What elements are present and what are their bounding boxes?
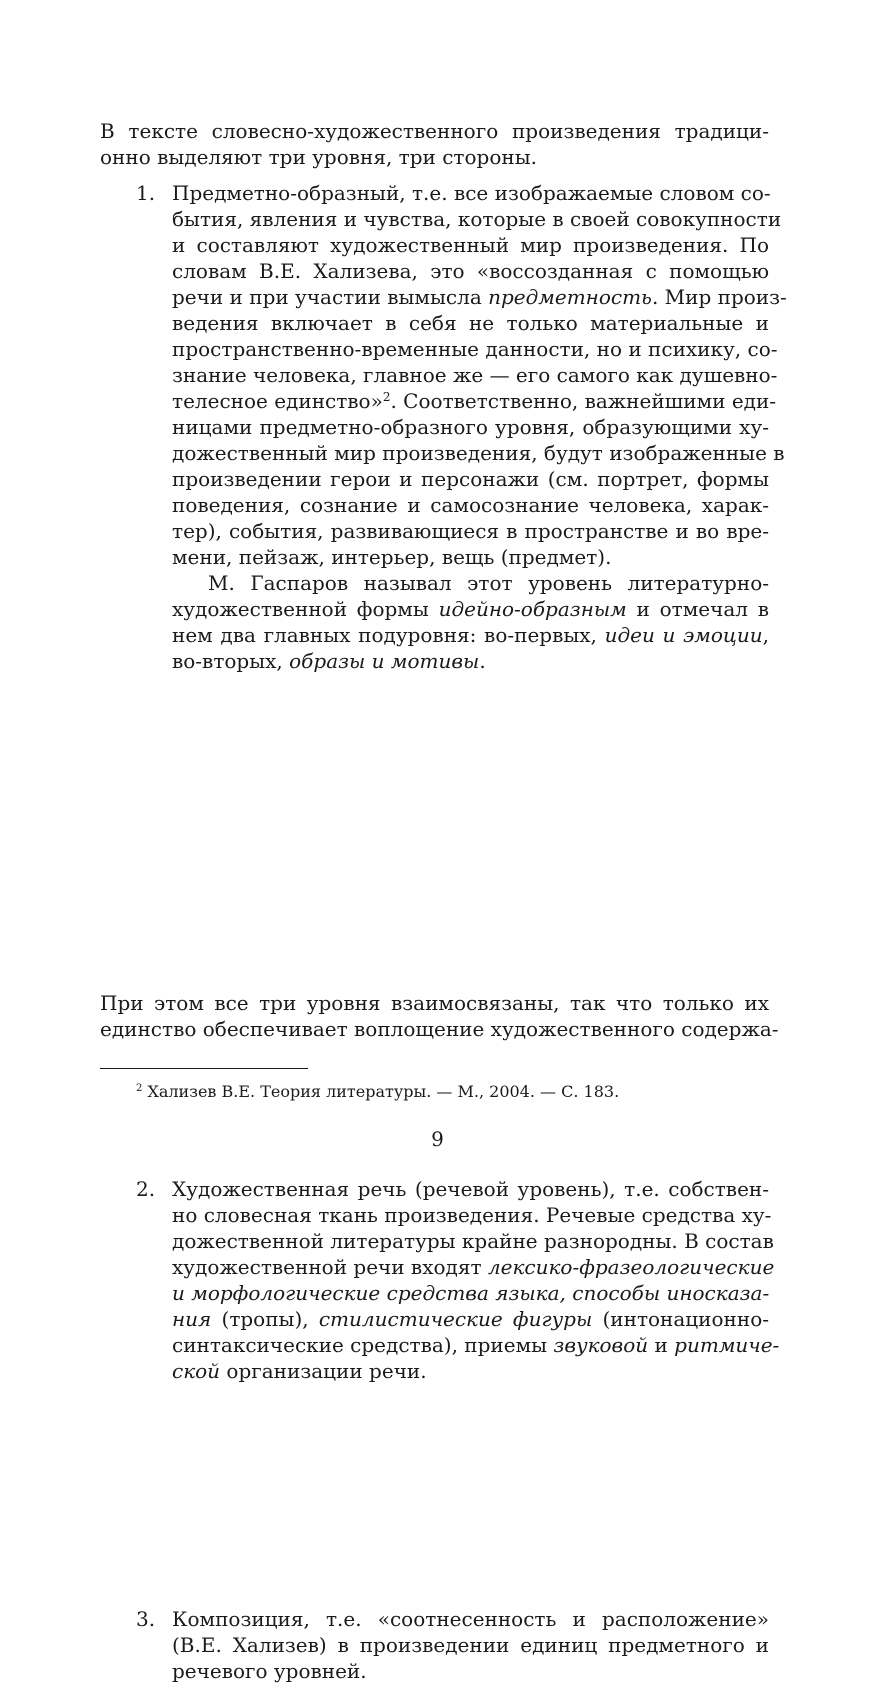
text-line: дожественной литературы крайне разнородны. В состав (172, 1229, 774, 1253)
list-item-number: 1. (136, 181, 156, 205)
text-line: знание человека, главное же — его самого как душевно- (172, 363, 778, 387)
text-run: (интонационно- (592, 1307, 769, 1331)
list-item-number: 2. (136, 1177, 156, 1201)
list-item-1 (100, 180, 787, 674)
text-line: Композиция, т.е. «соотнесенность и расположение» (172, 1607, 769, 1631)
text-line: и составляют художественный мир произведения. По (172, 233, 769, 257)
text-line: поведения, сознание и самосознание человека, харак- (172, 493, 769, 517)
text-line: бытия, явления и чувства, которые в своей совокупности (172, 207, 782, 231)
italic-term: идеи и эмоции (604, 623, 763, 647)
text-line: произведении герои и персонажи (см. портрет, формы (172, 467, 769, 491)
italic-term: ритмиче- (674, 1333, 780, 1357)
footnote (136, 1081, 619, 1103)
text-run: во-вторых, (172, 649, 290, 673)
italic-term: звуковой (553, 1333, 649, 1357)
text-line: ведения включает в себя не только материальные и (172, 311, 769, 335)
closing-paragraph (100, 990, 779, 1042)
list-item-body (172, 1176, 780, 1384)
italic-term: ской (172, 1359, 221, 1383)
text-line: При этом все три уровня взаимосвязаны, так что только их (100, 991, 769, 1015)
text-line: речевого уровней. (172, 1659, 367, 1683)
text-run: и отмечал в (626, 597, 770, 621)
text-line (172, 1306, 769, 1332)
footnote-mark: 2 (136, 1083, 143, 1094)
list-item-body (172, 1606, 769, 1684)
list-item-number: 3. (136, 1607, 156, 1631)
text-line (172, 1254, 775, 1280)
list-item-2 (100, 1176, 780, 1384)
text-run: нем два главных подуровня: во-первых, (172, 623, 605, 647)
list-item-body (172, 180, 787, 674)
page-number: 9 (431, 1127, 444, 1151)
text-line: словам В.Е. Хализева, это «воссозданная с помощью (172, 259, 769, 283)
text-run: (тропы), (211, 1307, 319, 1331)
text-line: дожественный мир произведения, будут изображенные в (172, 441, 785, 465)
text-line: единство обеспечивает воплощение художественного содержа- (100, 1017, 779, 1041)
text-line (172, 648, 769, 674)
text-line (172, 1358, 769, 1384)
text-line (172, 388, 777, 414)
text-line: М. Гаспаров называл этот уровень литературно- (208, 571, 769, 595)
footnote-divider (100, 1068, 308, 1069)
footnote-ref: 2 (382, 390, 391, 404)
text-line: но словесная ткань произведения. Речевые средства ху- (172, 1203, 772, 1227)
footnote-text: Хализев В.Е. Теория литературы. — М., 2004. — С. 183. (142, 1082, 620, 1101)
text-line (172, 284, 787, 310)
text-line: Предметно-образный, т.е. все изображаемые словом со- (172, 181, 771, 205)
italic-term: предметность (488, 285, 652, 309)
text-line: В тексте словесно-художественного произведения традици- (100, 119, 769, 143)
italic-term: стилистические фигуры (318, 1307, 593, 1331)
italic-term: лексико-фразеологические (487, 1255, 775, 1279)
text-run: синтаксические средства), приемы (172, 1333, 554, 1357)
text-line (172, 622, 769, 648)
intro-paragraph (100, 118, 769, 170)
text-run: художественной речи входят (172, 1255, 488, 1279)
italic-term: ния (172, 1307, 212, 1331)
text-run: . Мир произ- (651, 285, 787, 309)
text-run: и (648, 1333, 675, 1357)
text-line: тер), события, развивающиеся в пространстве и во вре- (172, 519, 769, 543)
text-run: . (479, 649, 486, 673)
italic-term: идейно-образным (438, 597, 627, 621)
text-line: пространственно-временные данности, но и психику, со- (172, 337, 778, 361)
text-run: . Соответственно, важнейшими еди- (390, 389, 777, 413)
text-line: Художественная речь (речевой уровень), т.е. собствен- (172, 1177, 769, 1201)
list-item-3 (100, 1606, 769, 1684)
text-line: и морфологические средства языка, способы иносказа- (172, 1281, 770, 1305)
text-run: художественной формы (172, 597, 439, 621)
text-run: телесное единство» (172, 389, 383, 413)
text-line: (В.Е. Хализев) в произведении единиц предметного и (172, 1633, 769, 1657)
text-line: ницами предметно-образного уровня, образующими ху- (172, 415, 769, 439)
text-line (172, 1332, 780, 1358)
text-run: организации речи. (220, 1359, 427, 1383)
text-run: речи и при участии вымысла (172, 285, 489, 309)
text-line: мени, пейзаж, интерьер, вещь (предмет). (172, 545, 612, 569)
text-run: , (762, 623, 769, 647)
text-line: онно выделяют три уровня, три стороны. (100, 145, 537, 169)
text-line (172, 596, 769, 622)
italic-term: образы и мотивы (289, 649, 480, 673)
